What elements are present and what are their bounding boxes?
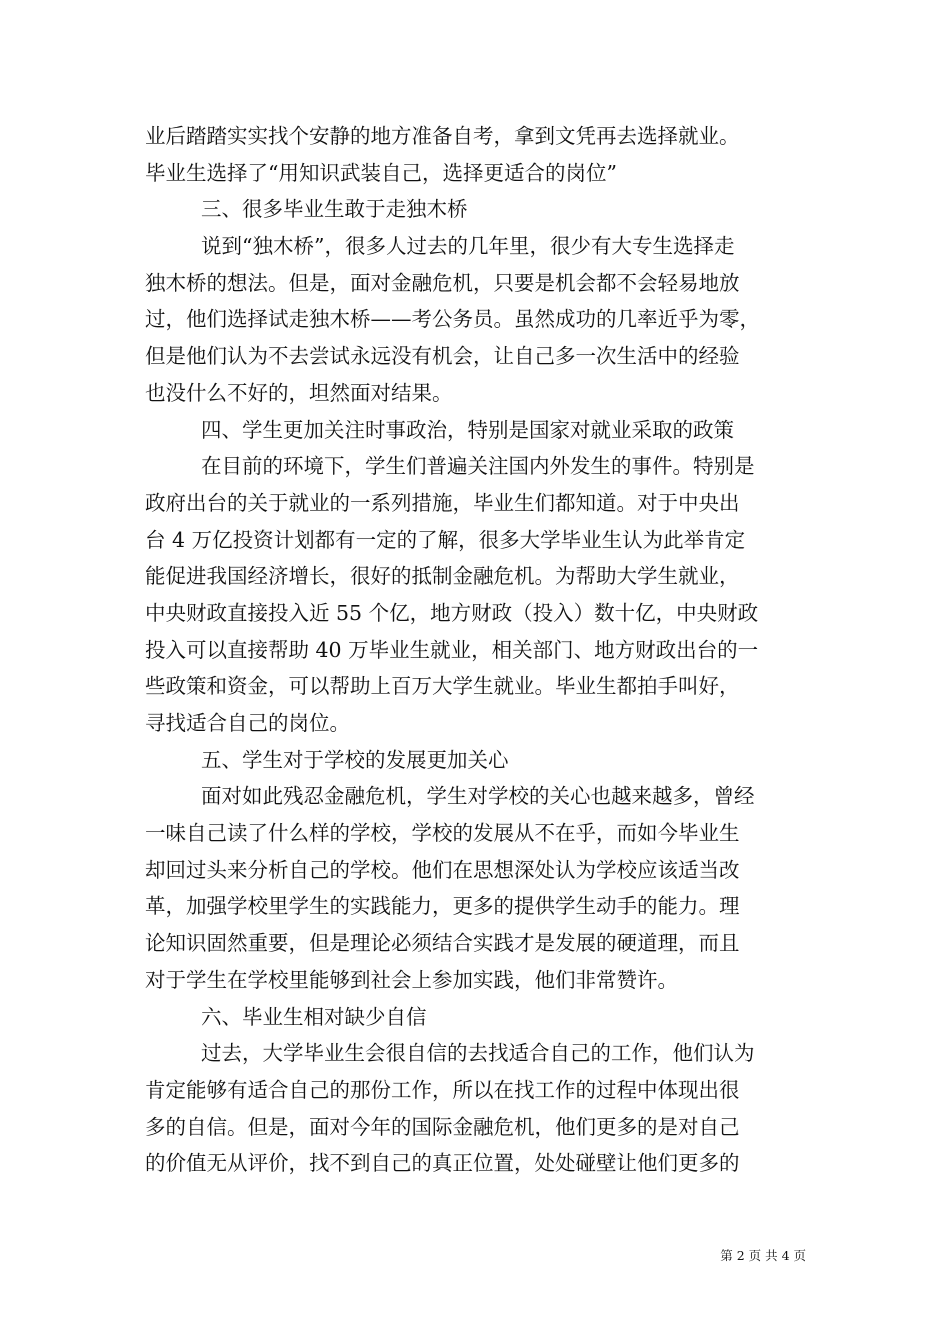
body-line: 说到“独木桥”，很多人过去的几年里，很少有大专生选择走 <box>201 234 735 259</box>
body-line: 台 4 万亿投资计划都有一定的了解，很多大学毕业生认为此举肯定 <box>145 527 746 552</box>
body-line: 却回过头来分析自己的学校。他们在思想深处认为学校应该适当改 <box>145 857 740 882</box>
body-line: 些政策和资金，可以帮助上百万大学生就业。毕业生都拍手叫好， <box>145 674 740 699</box>
body-line: 论知识固然重要，但是理论必须结合实践才是发展的硬道理，而且 <box>145 931 740 956</box>
document-body <box>145 118 825 1182</box>
body-line: 的价值无从评价，找不到自己的真正位置，处处碰壁让他们更多的 <box>145 1151 740 1176</box>
body-line: 独木桥的想法。但是，面对金融危机，只要是机会都不会轻易地放 <box>145 270 740 295</box>
section-heading-3: 三、很多毕业生敢于走独木桥 <box>201 197 468 222</box>
body-line: 过，他们选择试走独木桥——考公务员。虽然成功的几率近乎为零， <box>145 307 760 332</box>
body-line: 对于学生在学校里能够到社会上参加实践，他们非常赞许。 <box>145 967 678 992</box>
body-line: 在目前的环境下，学生们普遍关注国内外发生的事件。特别是 <box>201 454 755 479</box>
body-line: 多的自信。但是，面对今年的国际金融危机，他们更多的是对自己 <box>145 1114 740 1139</box>
body-line: 中央财政直接投入近 55 个亿，地方财政（投入）数十亿，中央财政 <box>145 600 759 625</box>
section-heading-5: 五、学生对于学校的发展更加关心 <box>201 747 509 772</box>
body-line: 肯定能够有适合自己的那份工作，所以在找工作的过程中体现出很 <box>145 1077 740 1102</box>
body-line: 过去，大学毕业生会很自信的去找适合自己的工作，他们认为 <box>201 1041 755 1066</box>
body-line: 也没什么不好的，坦然面对结果。 <box>145 380 453 405</box>
body-line: 毕业生选择了“用知识武装自己，选择更适合的岗位” <box>145 160 617 185</box>
body-line: 但是他们认为不去尝试永远没有机会，让自己多一次生活中的经验 <box>145 344 740 369</box>
body-line: 一味自己读了什么样的学校，学校的发展从不在乎，而如今毕业生 <box>145 821 740 846</box>
section-heading-4: 四、学生更加关注时事政治，特别是国家对就业采取的政策 <box>201 417 734 442</box>
body-line: 革，加强学校里学生的实践能力，更多的提供学生动手的能力。理 <box>145 894 740 919</box>
body-line: 投入可以直接帮助 40 万毕业生就业，相关部门、地方财政出台的一 <box>145 637 759 662</box>
body-line: 业后踏踏实实找个安静的地方准备自考，拿到文凭再去选择就业。 <box>145 124 740 148</box>
body-line: 寻找适合自己的岗位。 <box>145 711 350 735</box>
body-line: 面对如此残忍金融危机，学生对学校的关心也越来越多，曾经 <box>201 784 755 809</box>
body-line: 政府出台的关于就业的一系列措施，毕业生们都知道。对于中央出 <box>145 490 740 515</box>
body-line: 能促进我国经济增长，很好的抵制金融危机。为帮助大学生就业， <box>145 564 740 589</box>
section-heading-6: 六、毕业生相对缺少自信 <box>201 1004 427 1029</box>
page-number-footer: 第 2 页 共 4 页 <box>720 1248 806 1263</box>
